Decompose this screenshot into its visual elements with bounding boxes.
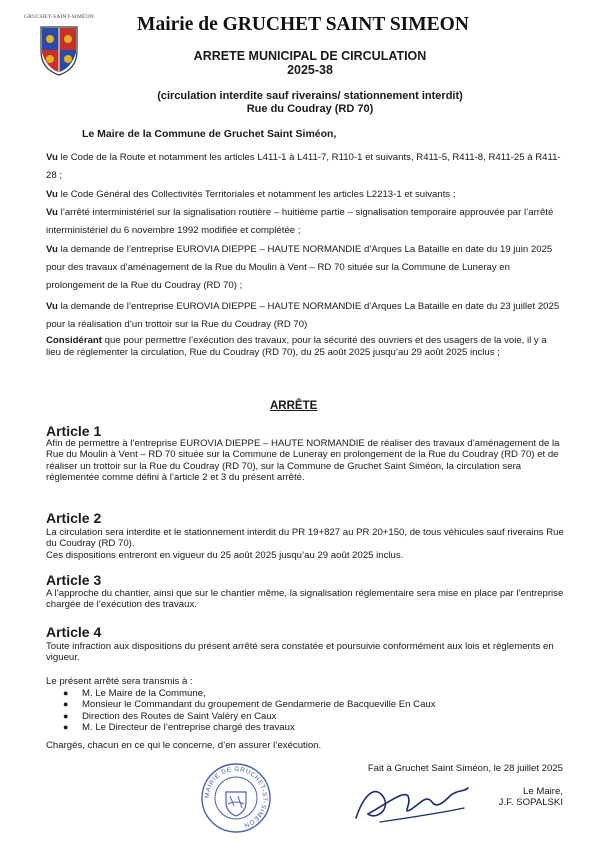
bullet-icon: ● xyxy=(63,722,69,733)
logo-caption: GRUCHET-SAINT-SIMÉON xyxy=(24,14,94,20)
transmission-intro: Le présent arrêté sera transmis à : xyxy=(46,676,193,687)
signature-block xyxy=(499,786,563,809)
coat-of-arms-icon xyxy=(37,23,81,77)
subtitle-block xyxy=(120,90,500,116)
considerant-keyword: Considérant xyxy=(46,335,102,346)
vu-keyword: Vu xyxy=(46,244,58,255)
vu-text: la demande de l’entreprise EUROVIA DIEPPE – HAUTE NORMANDIE d’Arques La Bataille en date du 23 juillet 2025 pour la réalisation d’un trottoir sur la Rue du Coudray (RD 70) xyxy=(46,301,560,330)
signatory-role: Le Maire, xyxy=(523,786,563,797)
list-item: ● M. Le Maire de la Commune, xyxy=(63,688,206,699)
signature-place-date: Fait à Gruchet Saint Siméon, le 28 juillet 2025 xyxy=(367,763,563,774)
vu-keyword: Vu xyxy=(46,301,58,312)
vu-keyword: Vu xyxy=(46,189,58,200)
list-item: ● Monsieur le Commandant du groupement de Gendarmerie de Bacqueville En Caux xyxy=(63,699,436,711)
commune-logo xyxy=(14,14,104,94)
arrete-number: 2025-38 xyxy=(287,63,333,77)
subtitle-line-2: Rue du Coudray (RD 70) xyxy=(246,103,374,115)
article-2-title: Article 2 xyxy=(46,510,102,526)
article-3-title: Article 3 xyxy=(46,572,102,588)
vu-text: le Code Général des Collectivités Territoriales et notamment les articles L2213-1 et suivants ; xyxy=(57,189,456,200)
vu-clause-1 xyxy=(46,149,561,185)
recipient-list xyxy=(60,688,540,734)
vu-clause-4 xyxy=(46,241,561,295)
bullet-icon: ● xyxy=(63,710,69,721)
article-4-title: Article 4 xyxy=(46,624,102,640)
page-title: Mairie de GRUCHET SAINT SIMEON xyxy=(137,14,469,35)
article-4-body: Toute infraction aux dispositions du présent arrêté sera constatée et poursuivie conformément aux lois et règlements en vigueur. xyxy=(46,641,554,664)
stamp-text: MAIRIE DE GRUCHET-ST-SIMÉON xyxy=(203,765,269,829)
vu-text: le Code de la Route et notamment les articles L411-1 à L411-7, R110-1 et suivants, R411-5, R411-8, R411-25 à R411-28 ; xyxy=(46,152,561,181)
article-2-body xyxy=(46,527,564,561)
vu-clause-2 xyxy=(46,186,561,204)
signatory-name: J.F. SOPALSKI xyxy=(498,797,563,809)
article-1-title: Article 1 xyxy=(46,423,102,439)
considerant-text: que pour permettre l’exécution des travaux, pour la sécurité des ouvriers et des usagers de la voie, il y a lieu de réglementer la circulation, Rue du Coudray (RD 70), du 25 août 2025 jusqu’au 29 août 2025 inclus ; xyxy=(46,335,547,358)
handwritten-signature xyxy=(346,774,476,830)
considerant-clause xyxy=(46,335,561,358)
arrete-title: ARRETE MUNICIPAL DE CIRCULATION xyxy=(193,49,427,63)
vu-clause-3 xyxy=(46,204,561,240)
bullet-icon: ● xyxy=(63,688,69,698)
vu-keyword: Vu xyxy=(46,207,58,218)
vu-text: la demande de l’entreprise EUROVIA DIEPPE – HAUTE NORMANDIE d’Arques La Bataille en date du 19 juin 2025 pour des travaux d’aménagement de la Rue du Moulin à Vent – RD 70 située sur la Commune de Luneray en prolongement de la Rue du Coudray (RD 70) ; xyxy=(46,244,553,291)
arrete-title-block xyxy=(150,49,470,77)
article-3-body: A l’approche du chantier, ainsi que sur le chantier même, la signalisation réglementaire sera mise en place par l’entreprise chargée de l’exécution des travaux. xyxy=(46,588,564,611)
subtitle-line-1: (circulation interdite sauf riverains/ stationnement interdit) xyxy=(157,90,463,102)
vu-text: l’arrêté interministériel sur la signalisation routière – huitième partie – signalisation temporaire approuvée par l’arrêté interministériel du 6 novembre 1992 modifiée et complétée ; xyxy=(46,207,554,236)
article-1-body: Afin de permettre à l’entreprise EUROVIA DIEPPE – HAUTE NORMANDIE de réaliser des travaux d’aménagement de la Rue du Moulin à Vent – RD 70 située sur la Commune de Luneray en prolongement de la Rue du Coudray (RD 70) et de réaliser un trottoir sur la Rue du Coudray (RD 70), sur la Commune de Gruchet Saint Siméon, la circulation sera réglementée comme défini à l’article 2 et 3 du présent arrêté. xyxy=(46,438,560,484)
article-2-paragraph-1: La circulation sera interdite et le stationnement interdit du PR 19+827 au PR 20+150, de tous véhicules sauf riverains Rue du Coudray (RD 70). xyxy=(46,527,564,550)
list-item: ● M. Le Directeur de l’entreprise chargé des travaux xyxy=(63,722,295,734)
list-item: ● Direction des Routes de Saint Valéry en Caux xyxy=(63,710,277,722)
town-hall-stamp xyxy=(200,762,272,834)
vu-keyword: Vu xyxy=(46,152,58,163)
transmission-closing: Chargés, chacun en ce qui le concerne, d’en assurer l’exécution. xyxy=(46,740,322,751)
article-2-paragraph-2: Ces dispositions entreront en vigueur du 25 août 2025 jusqu’au 29 août 2025 inclus. xyxy=(46,549,404,561)
vu-clause-5 xyxy=(46,298,561,334)
arrete-heading: ARRÊTE xyxy=(270,400,318,412)
bullet-icon: ● xyxy=(63,699,69,710)
maire-line: Le Maire de la Commune de Gruchet Saint Siméon, xyxy=(82,128,337,140)
